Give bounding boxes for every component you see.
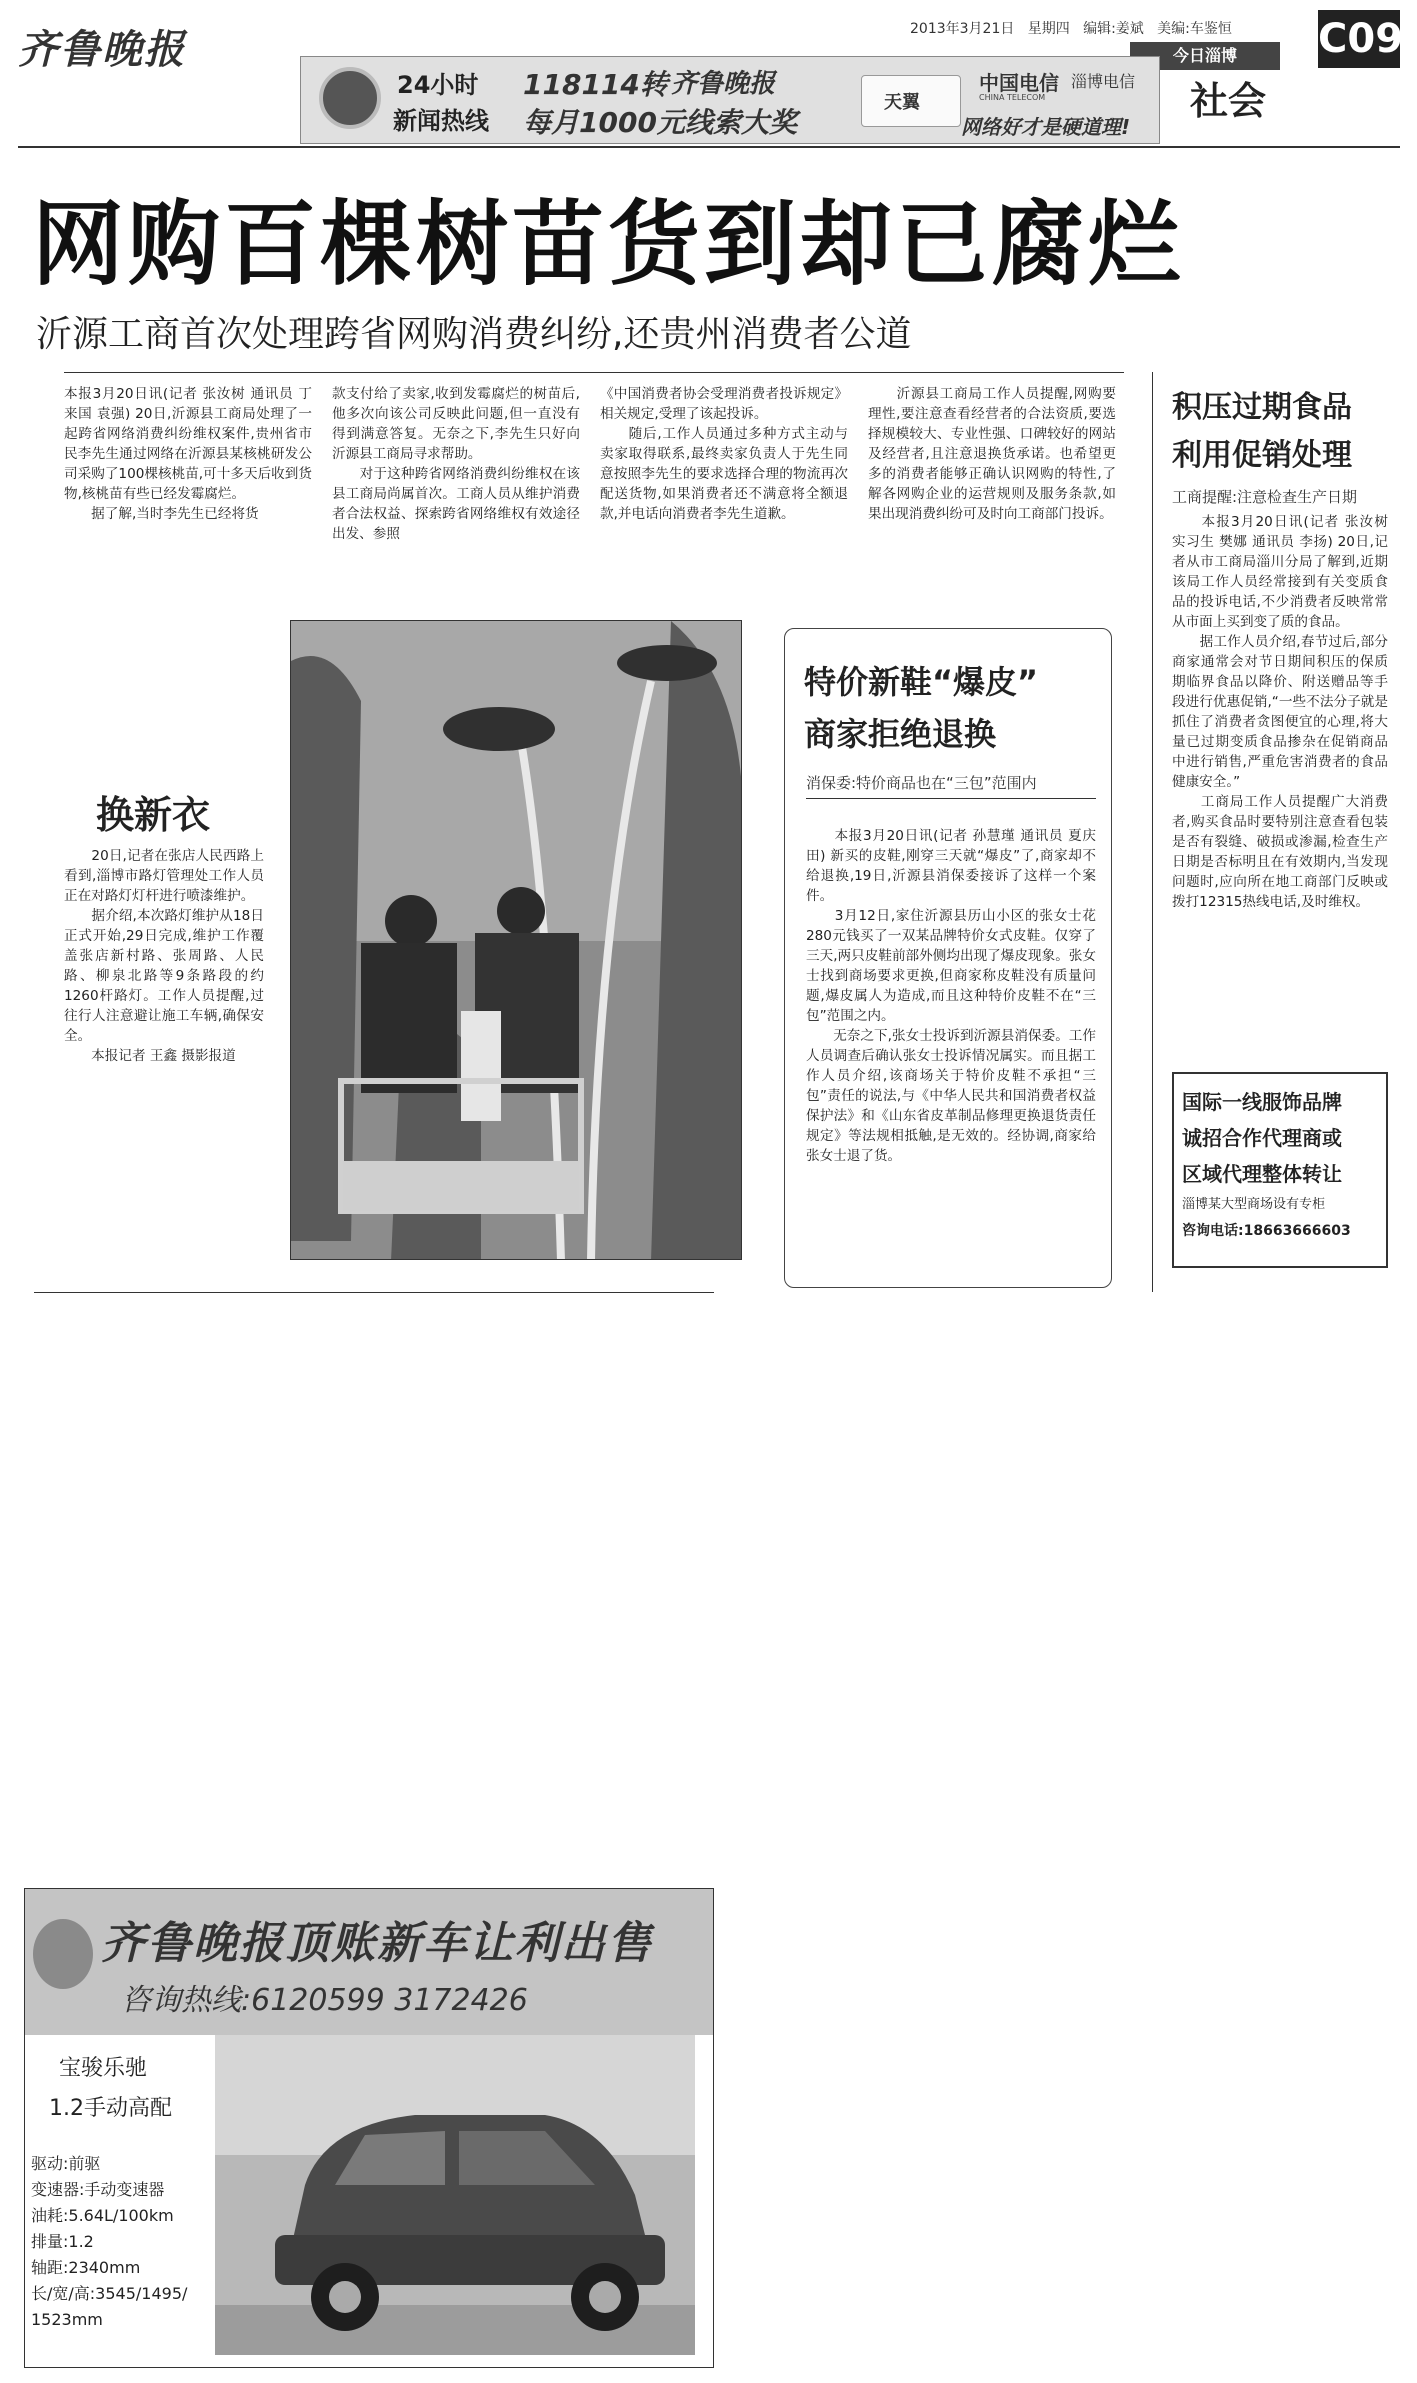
editor-credit: 编辑:姜斌 (1083, 21, 1144, 37)
main-divider (64, 372, 1124, 373)
ad-line-3: 区域代理整体转让 (1182, 1162, 1342, 1186)
main-col-3: 《中国消费者协会受理消费者投诉规定》相关规定,受理了该起投诉。 随后,工作人员通过多种方式主动与卖家取得联系,最终卖家负责人于先生同意按照李先生的要求选择合理的物流再次配送货物,如果消费者还不满意将全额退款,并电话向消费者李先生道歉。 (600, 386, 848, 522)
streetlight-photo (290, 620, 742, 1260)
hotline-digits: 118114 (523, 68, 640, 101)
photo-section-rule (34, 1292, 714, 1293)
telecom-cn: 中国电信 (979, 71, 1059, 95)
hotline-number (523, 63, 668, 103)
prize-text (523, 101, 797, 141)
banner-ad (300, 56, 1160, 144)
main-col-2: 款支付给了卖家,收到发霉腐烂的树苗后,他多次向该公司反映此问题,但一直没有得到满意答复。无奈之下,李先生只好向沂源县工商局寻求帮助。 对于这种跨省网络消费纠纷维权在该县工商局尚属首次。工商人员从维护消费者合法权益、探索跨省网络维权有效途径出发、参照 (332, 386, 580, 542)
tianyi-card (861, 75, 961, 127)
main-col-1: 本报3月20日讯(记者 张汝树 通讯员 丁来国 袁强) 20日,沂源县工商局处理了一起跨省网络消费纠纷维权案件,贵州省市民李先生通过网络在沂源县某核桃研发公司采购了100棵核桃苗,可十多天后收到货物,核桃苗有些已经发霉腐烂。 据了解,当时李先生已经将货 (64, 386, 312, 522)
side-story-body: 本报3月20日讯(记者 张汝树 实习生 樊娜 通讯员 李扬) 20日,记者从市工商局淄川分局了解到,近期该局工作人员经常接到有关变质食品的投诉电话,不少消费者反映常常从市面上买到变了质的食品。 据工作人员介绍,春节过后,部分商家通常会对节日期间积压的保质期临界食品以降价、附送赠品等手段进行优惠促销,“一些不法分子就是抓住了消费者贪图便宜的心理,将大量已过期变质食品掺杂在促销商品中进行销售,严重危害消费者的食品健康安全。” 工商局工作人员提醒广大消费者,购买食品时要特别注意查看包装是否有裂缝、破损或渗漏,检查生产日期是否标明且在有效期内,当发现问题时,应向所在地工商部门反映或拨打12315热线电话,及时维权。 (1172, 514, 1388, 910)
designer-credit: 美编:车鉴恒 (1157, 21, 1232, 37)
shoe-kicker-rule (806, 798, 1096, 799)
phone-icon (319, 67, 381, 129)
vertical-rule (1152, 372, 1153, 1292)
photo-story-body: 20日,记者在张店人民西路上看到,淄博市路灯管理处工作人员正在对路灯灯杆进行喷漆维护。 据介绍,本次路灯维护从18日正式开始,29日完成,维护工作覆盖张店新村路、张周路、人民路、柳泉北路等9条路段的约1260杆路灯。工作人员提醒,过往行人注意避让施工车辆,确保安全。 本报记者 王鑫 摄影报道 (64, 848, 264, 1064)
shoe-story-title (804, 656, 1104, 760)
tianyi-label: 天翼 (884, 92, 920, 113)
photo-story-title: 换新衣 (96, 793, 211, 837)
hotline-bottom: 新闻热线 (393, 107, 489, 135)
shoe-story-kicker: 消保委:特价商品也在“三包”范围内 (806, 774, 1037, 792)
ad-phone: 咨询电话:18663666603 (1182, 1223, 1351, 1239)
car-model (49, 2049, 172, 2129)
shoe-title-line-2: 商家拒绝退换 (804, 715, 997, 753)
side-title-line-2: 利用促销处理 (1172, 438, 1352, 473)
side-title-line-1: 积压过期食品 (1172, 390, 1352, 425)
spec-drive: 驱动:前驱 (31, 2154, 101, 2173)
ad-line-2: 诚招合作代理商或 (1182, 1126, 1342, 1150)
section-tag: 今日淄博 (1130, 42, 1280, 70)
paper-logo: 齐鲁晚报 (18, 26, 186, 73)
spec-gearbox: 变速器:手动变速器 (31, 2180, 165, 2199)
car-ad-title: 齐鲁晚报顶账新车让利出售 (101, 1918, 653, 1969)
prize-suffix: 线索大奖 (684, 106, 797, 139)
ad-line-1: 国际一线服饰品牌 (1182, 1090, 1342, 1114)
shoe-story-body: 本报3月20日讯(记者 孙慧瑾 通讯员 夏庆田) 新买的皮鞋,刚穿三天就“爆皮”了,商家却不给退换,19日,沂源县消保委接诉了这样一个案件。 3月12日,家住沂源县历山小区的张女士花280元钱买了一双某品牌特价女式皮鞋。仅穿了三天,两只皮鞋前部外侧均出现了爆皮现象。张女士找到商场要求更换,但商家称皮鞋没有质量问题,爆皮属人为造成,而且这种特价皮鞋不在“三包”范围之内。 无奈之下,张女士投诉到沂源县消保委。工作人员调查后确认张女士投诉情况属实。而且据工作人员介绍,该商场关于特价皮鞋不承担“三包”责任的说法,与《中华人民共和国消费者权益保护法》和《山东省皮革制品修理更换退货责任规定》等法规相抵触,是无效的。经协调,商家给张女士退了货。 (806, 828, 1096, 1164)
car-photo (215, 2035, 695, 2355)
brand-agent-ad (1172, 1072, 1388, 1268)
car-model-line-2: 1.2手动高配 (49, 2096, 172, 2121)
spec-height: 1523mm (31, 2310, 103, 2329)
car-model-line-1: 宝骏乐驰 (59, 2056, 148, 2081)
banner-paper-logo: 齐鲁晚报 (671, 69, 776, 99)
spec-dimensions: 长/宽/高:3545/1495/ (31, 2284, 188, 2303)
streetlight-photo-graphic (291, 621, 742, 1260)
car-ad-hotline: 咨询热线:6120599 3172426 (121, 1983, 528, 2018)
masthead-rule (18, 146, 1400, 148)
hotline-top: 24小时 (397, 71, 479, 99)
spec-fuel: 油耗:5.64L/100km (31, 2206, 174, 2225)
issue-weekday: 星期四 (1027, 21, 1070, 37)
issue-date: 2013年3月21日 (910, 21, 1015, 37)
side-story-kicker: 工商提醒:注意检查生产日期 (1172, 488, 1358, 506)
zibo-telecom: 淄博电信 (1071, 72, 1136, 91)
page-number: C09 (1318, 10, 1400, 68)
ad-line-4: 淄博某大型商场设有专柜 (1182, 1197, 1326, 1212)
section-name: 社会 (1190, 79, 1267, 123)
telecom-en: CHINA TELECOM (979, 93, 1046, 102)
flower-decoration-icon (33, 1919, 93, 1989)
issue-info (910, 18, 1232, 38)
main-col-4: 沂源县工商局工作人员提醒,网购要理性,要注意查看经营者的合法资质,要选择规模较大、专业性强、口碑较好的网站及经营者,且注意退换货承诺。也希望更多的消费者能够正确认识网购的特性,了解各网购企业的运营规则及服务条款,如果出现消费纠纷可及时向工商部门投诉。 (868, 386, 1116, 522)
hotline-suffix: 转 (639, 68, 668, 101)
main-headline: 网购百棵树苗货到却已腐烂 (32, 191, 1185, 298)
car-ad (24, 1888, 714, 2368)
prize-amount: 每月1000元 (523, 106, 685, 139)
car-ad-header (25, 1889, 713, 2035)
spec-displacement: 排量:1.2 (31, 2232, 94, 2251)
side-story-title (1172, 384, 1402, 480)
banner-slogan: 网络好才是硬道理! (961, 115, 1131, 139)
car-specs (31, 2151, 187, 2333)
shoe-title-line-1: 特价新鞋“爆皮” (804, 663, 1039, 701)
car-photo-graphic (215, 2035, 695, 2355)
main-subheadline: 沂源工商首次处理跨省网购消费纠纷,还贵州消费者公道 (36, 314, 912, 355)
spec-wheelbase: 轴距:2340mm (31, 2258, 141, 2277)
